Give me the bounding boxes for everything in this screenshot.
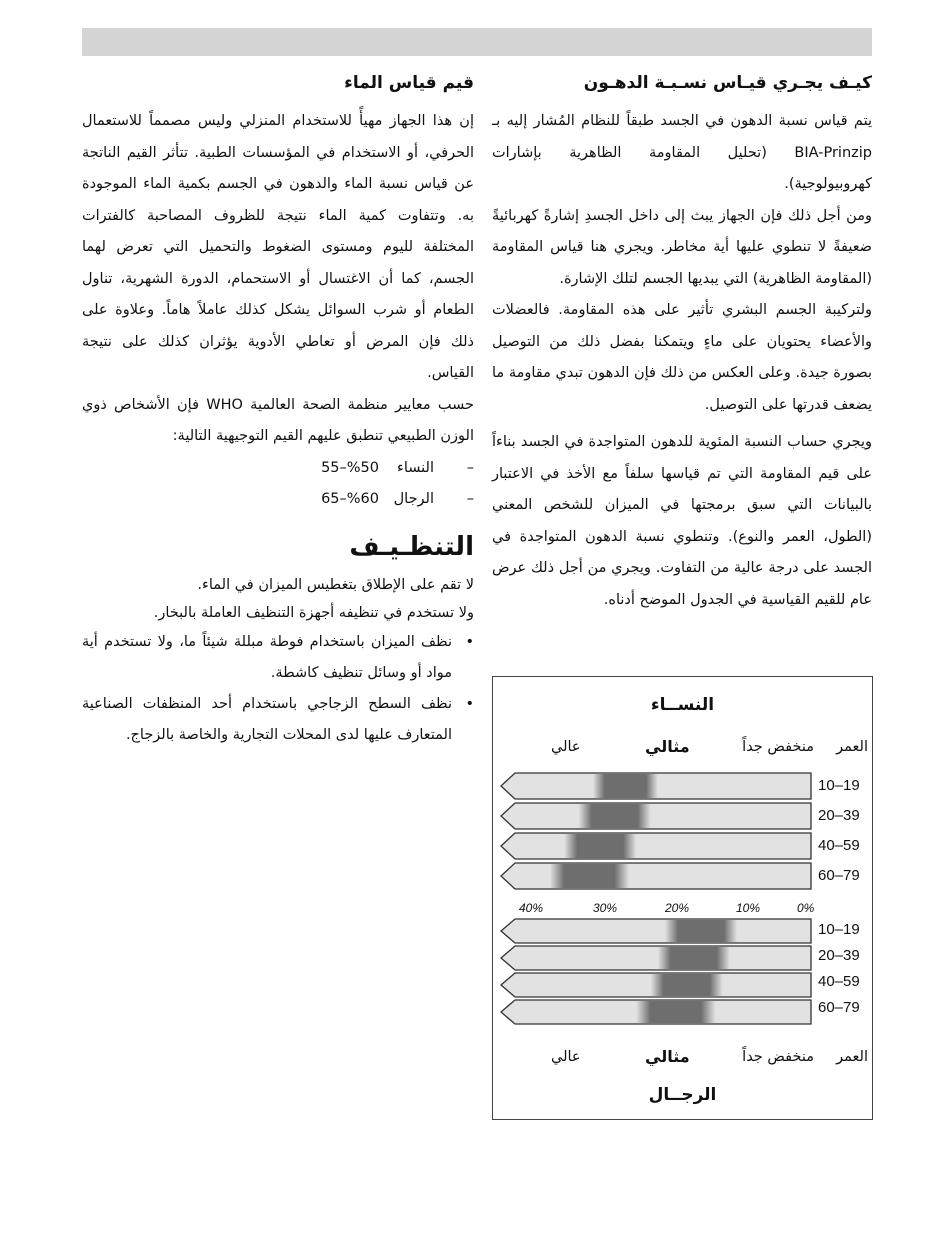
men-age-4: 60–79 (818, 999, 860, 1016)
fat-paragraph-2: ومن أجل ذلك فإن الجهاز يبث إلى داخل الجسدِ إشارةً كهربائيةً ضعيفةً لا تنطوي عليها أية مخاطر. ويجري هنا قياس المقاومة (المقاومة الظاهرية) التي يبديها الجسم لتلك الإشارة. (492, 207, 872, 287)
water-section-title: قيم قياس الماء (344, 73, 474, 93)
women-row-3-bar (501, 833, 811, 859)
men-row-1-ideal-range (665, 920, 737, 942)
bullet-text: نظف السطح الزجاجي باستخدام أحد المنظفات الصناعية المتعارف عليها لدى المحلات التجارية والخاصة بالزجاج. (82, 695, 452, 743)
guide-dash: – (466, 459, 474, 476)
bullet-text: نظف الميزان باستخدام فوطة مبللة شيئاً ما، ولا تستخدم أية مواد أو وسائل تنظيف كاشطة. (82, 633, 452, 681)
header-ideal-men: مثالي (645, 1047, 690, 1066)
men-title: الرجــال (648, 1085, 717, 1105)
header-very-low: منخفض جداً (742, 739, 814, 755)
guide-men (82, 484, 474, 515)
guide-women (82, 453, 474, 484)
women-age-4: 60–79 (818, 867, 860, 884)
women-title: النســاء (650, 695, 715, 715)
guide-value: %50–55 (321, 459, 379, 476)
men-row-3-ideal-range (651, 974, 723, 996)
header-very-low-men: منخفض جداً (742, 1049, 814, 1065)
header-high: عالي (551, 739, 581, 755)
women-age-2: 20–39 (818, 807, 860, 824)
header-high-men: عالي (551, 1049, 581, 1065)
cleaning-line-1: لا تقم على الإطلاق بتغطيس الميزان في الماء. (197, 576, 474, 593)
men-age-2: 20–39 (818, 947, 860, 964)
guide-label: النساء (397, 459, 434, 476)
men-row-2-bar (501, 946, 811, 970)
bullet-mark: • (465, 695, 474, 712)
men-row-4-ideal-range (636, 1001, 715, 1023)
women-age-3: 40–59 (818, 837, 860, 854)
women-row-4-bar (501, 863, 811, 889)
cleaning-line-2: ولا تستخدم في تنظيفه أجهزة التنظيف العاملة بالبخار. (153, 604, 474, 621)
water-paragraph-1: إن هذا الجهاز مهيأً للاستخدام المنزلي وليس مصمماً للاستعمال الحرفي، أو الاستخدام في المؤسسات الطبية. تتأثر القيم الناتجة عن قياس نسبة الماء والدهون في الجسم بكمية الماء الموجودة به. وتتفاوت كمية الماء نتيجة للظروف المصاحبة كالفترات المختلفة لليوم ومستوى الضغوط والتحميل التي تعرض لهما الجسم، كما أن الاغتسال أو الاستحمام، الدورة الشهرية، تناول الطعام أو شرب السوائل يشكل كذلك عاملاً هاماً. وعلاوة على ذلك فإن المرض أو تعاطي الأدوية يؤثران كذلك على نتيجة القياس. (82, 113, 474, 381)
fat-paragraph-4: ويجري حساب النسبة المئوية للدهون المتواجدة في الجسد بناءاً على قيم المقاومة التي تم قياسها سلفاً مع الأخذ في الاعتبار بالبيانات التي سبق برمجتها في الميزان للشخص المعني (الطول، العمر والنوع). وتنطوي نسبة الدهون المتواجدة في الجسد على درجة عالية من التفاوت. ويجري من أجل ذلك عرض عام للقيم القياسية في الجدول الموضح أدناه. (492, 434, 872, 608)
tick-20: 20% (665, 901, 690, 915)
tick-0: 0% (797, 901, 815, 915)
men-row-1-bar (501, 919, 811, 943)
tick-30: 30% (593, 901, 618, 915)
women-row-2-ideal-range (579, 804, 651, 828)
cleaning-bullet-2 (82, 689, 474, 751)
women-age-1: 10–19 (818, 777, 860, 794)
guide-value: %60–65 (321, 490, 379, 507)
men-age-1: 10–19 (818, 921, 860, 938)
header-ideal: مثالي (645, 737, 690, 756)
header-age: العمر (836, 739, 868, 755)
women-row-3-ideal-range (564, 834, 636, 858)
fat-measurement-section (492, 70, 872, 616)
fat-paragraph-1: يتم قياس نسبة الدهون في الجسد طبقاً للنظام المُشار إليه بـ BIA-Prinzip (تحليل المقاومة الظاهرية بإشارات كهروبيولوجية). (492, 113, 872, 192)
cleaning-bullet-1 (82, 627, 474, 689)
bullet-mark: • (465, 633, 474, 650)
fat-section-title: كيـف يجـري قيـاس نسـبـة الدهـون (583, 73, 872, 93)
fat-paragraph-3: ولتركيبة الجسم البشري تأثير على هذه المقاومة. فالعضلات والأعضاء يحتويان على ماءٍ ويتمكنا بفضل ذلك من التوصيل بصورة جيدة. وعلى العكس من ذلك فإن الدهون تبدي مقاومة ما يضعف قدرتها على التوصيل. (492, 302, 872, 413)
header-age-men: العمر (836, 1049, 868, 1065)
women-row-1-ideal-range (593, 774, 658, 798)
men-age-3: 40–59 (818, 973, 860, 990)
women-row-4-ideal-range (550, 864, 629, 888)
cleaning-title: التنظـيـف (349, 531, 474, 562)
men-row-2-ideal-range (658, 947, 730, 969)
tick-10: 10% (736, 901, 761, 915)
header-bar (82, 28, 872, 56)
fat-table-box (492, 676, 873, 1120)
women-row-2-bar (501, 803, 811, 829)
water-section (82, 70, 474, 751)
guide-dash: – (466, 490, 474, 507)
guide-label: الرجال (393, 490, 434, 507)
water-paragraph-2: حسب معايير منظمة الصحة العالمية WHO فإن الأشخاص ذوي الوزن الطبيعي تنطبق عليهم القيم التوجيهية التالية: (82, 396, 475, 444)
tick-40: 40% (519, 901, 544, 915)
